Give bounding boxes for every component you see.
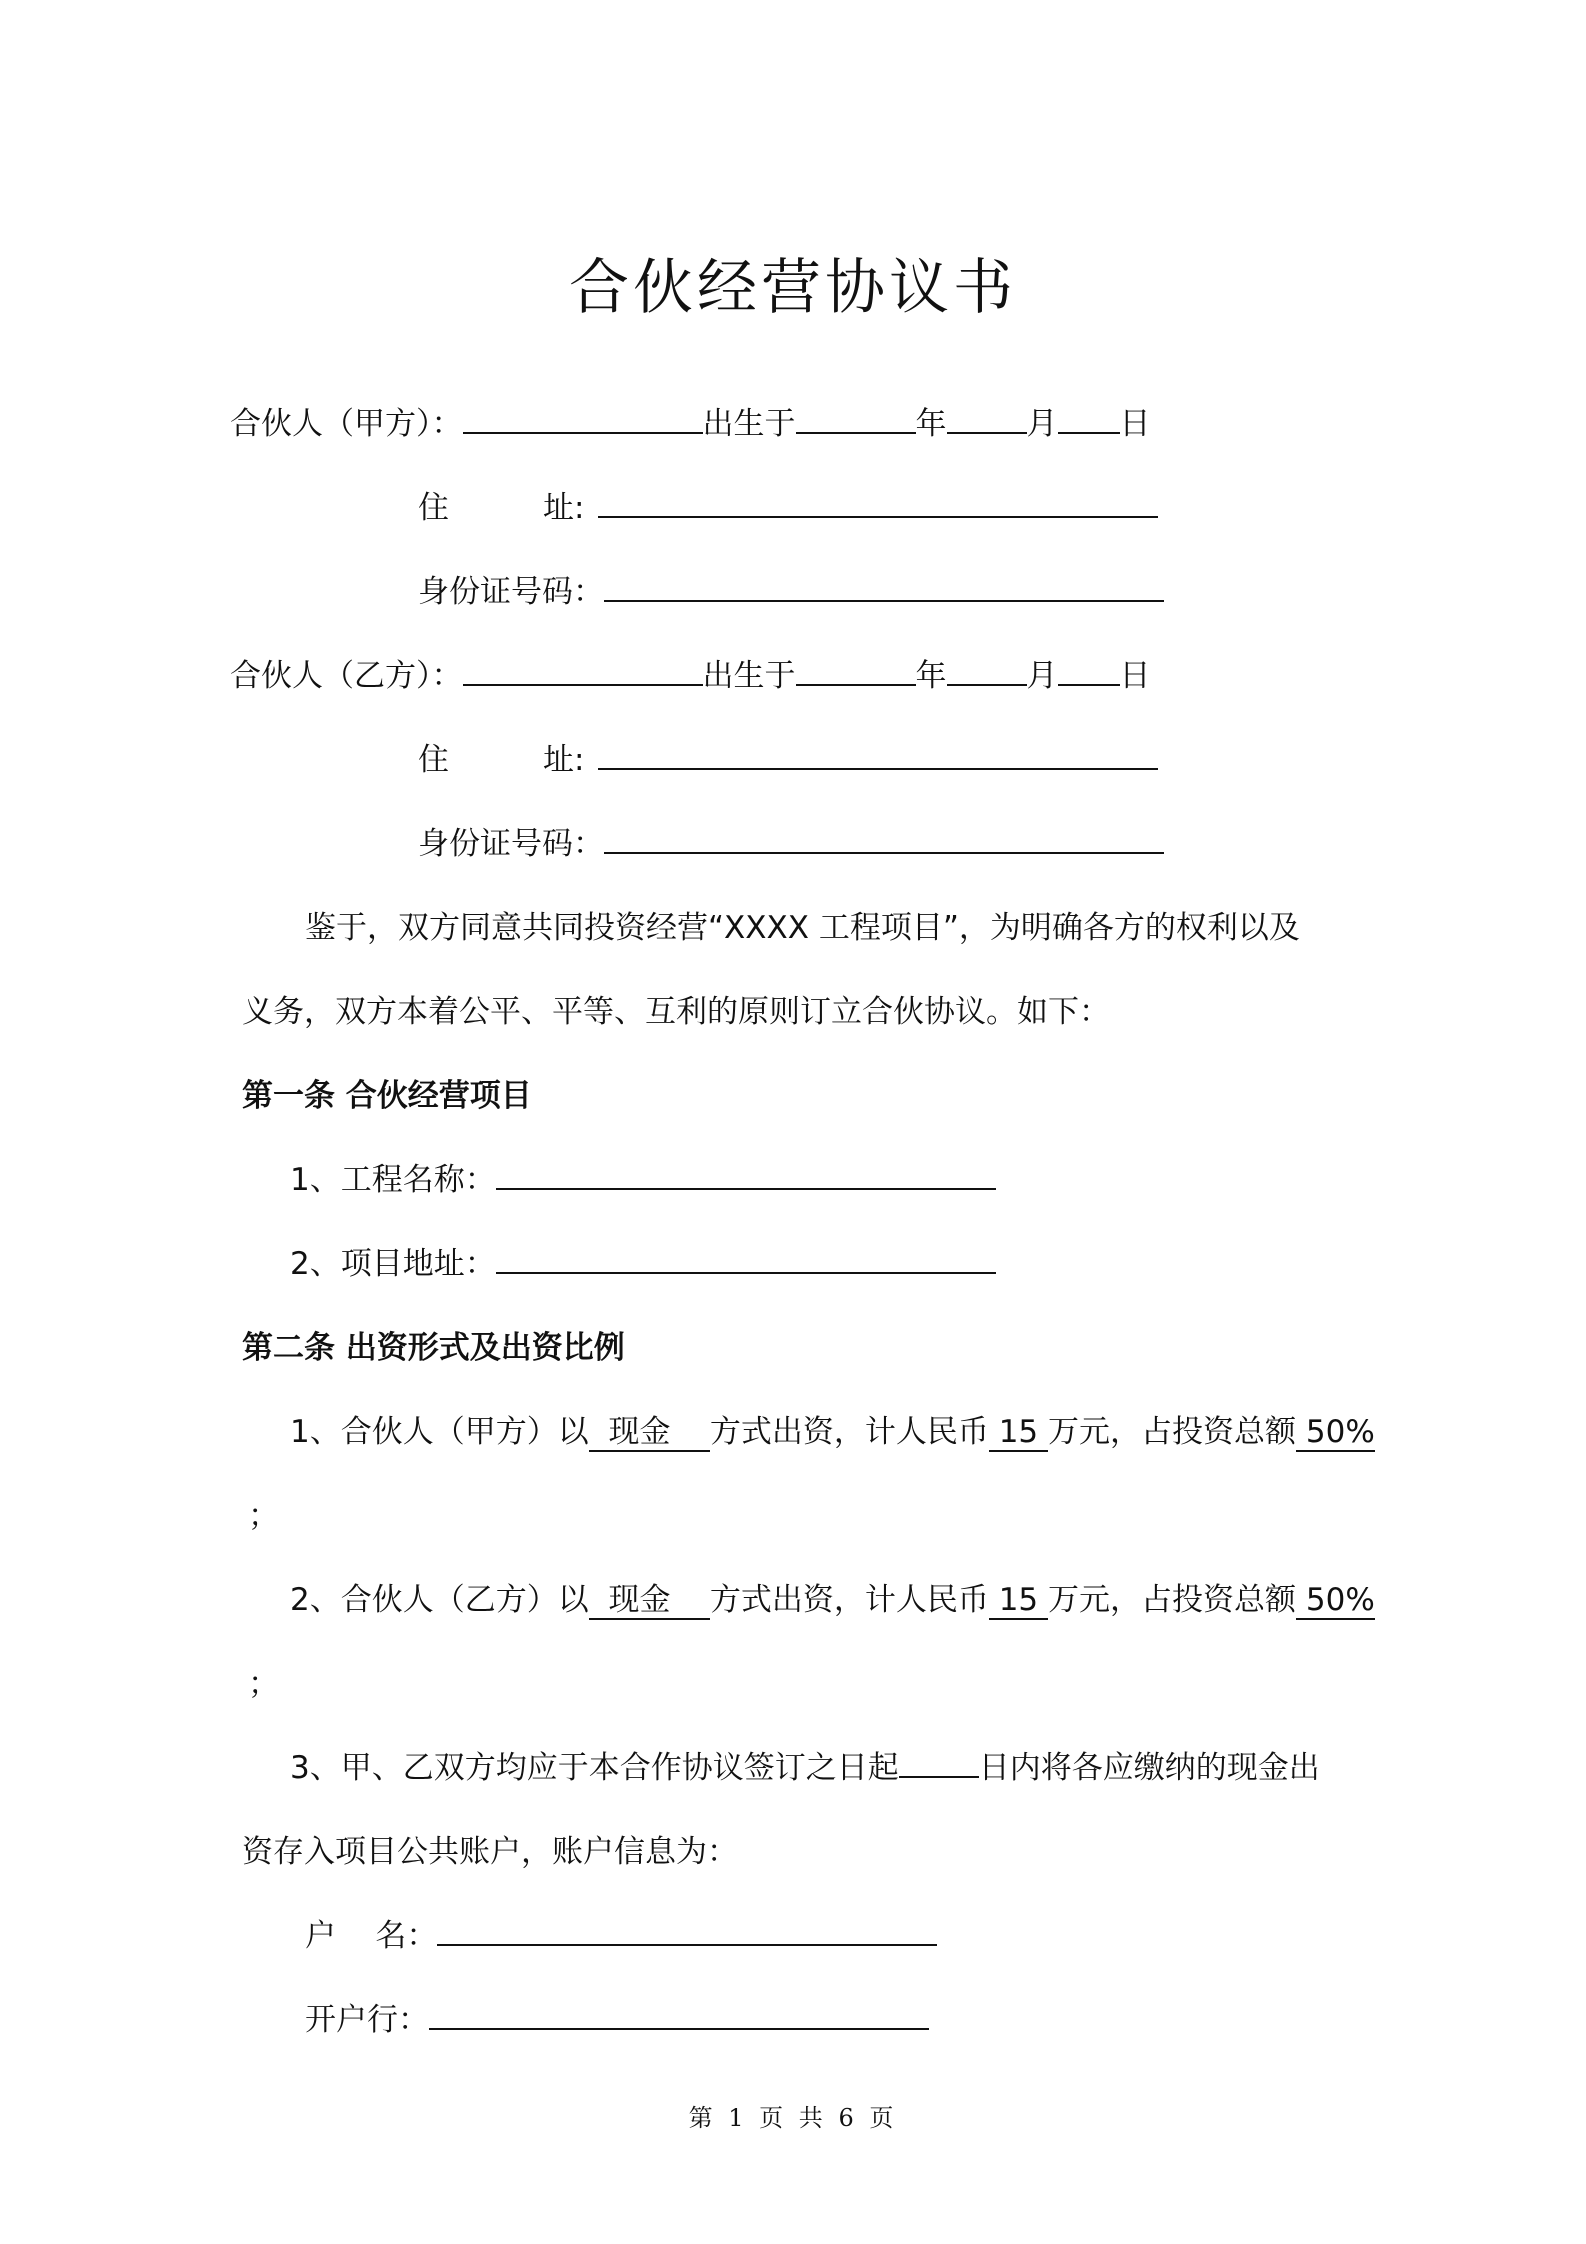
party-b-address-blank [598,738,1158,770]
deposit-days-blank [899,1746,979,1778]
party-b-month: 月 [1026,658,1058,694]
party-a-id-blank [604,570,1164,602]
article-1-item-2 [290,1242,996,1286]
party-b-label: 合伙人（乙方）： [230,658,463,694]
intro-line-2: 义务，双方本着公平、平等、互利的原则订立合伙协议。如下： [242,994,1110,1030]
article-1-heading: 第一条 合伙经营项目 [242,1078,532,1114]
party-b-contribution-ratio: 50% [1296,1582,1375,1618]
party-a-year-blank [796,402,916,434]
party-a-contribution-mid: 方式出资，计人民币 [709,1414,989,1450]
page-footer: 第 1 页 共 6 页 [688,2104,898,2132]
bank-line [305,1998,929,2042]
party-b-born: 出生于 [702,658,796,694]
article-1-item-1 [290,1158,996,1202]
party-a-month-blank [947,402,1027,434]
party-b-id-line [418,822,1164,866]
party-a-month: 月 [1026,406,1058,442]
project-name-label: 1、工程名称： [290,1162,496,1198]
party-a-contribution-amount: 15 [988,1414,1049,1450]
party-b-name-blank [463,654,703,686]
bank-label: 开户行： [305,2002,429,2038]
party-a-contribution-method: 现金 [588,1414,710,1450]
party-a-name-blank [463,402,703,434]
party-b-year-blank [796,654,916,686]
party-a-year: 年 [915,406,947,442]
deposit-deadline-prefix: 3、甲、乙双方均应于本合作协议签订之日起 [290,1750,899,1786]
article-2-item-3-line-1 [290,1746,1320,1790]
party-b-address-label-2: 址: [543,742,585,778]
party-b-month-blank [947,654,1027,686]
party-b-address-line [418,738,1158,782]
article-2-item-2 [290,1578,1375,1622]
article-2-item-1-end: ； [248,1498,279,1534]
party-b-day: 日 [1119,658,1151,694]
party-a-id-line [418,570,1164,614]
article-2-item-1 [290,1410,1375,1454]
account-name-line [305,1914,937,1958]
bank-blank [429,1998,929,2030]
party-b-year: 年 [915,658,947,694]
intro-line-1: 鉴于，双方同意共同投资经营“XXXX 工程项目”，为明确各方的权利以及 [305,910,1300,946]
project-address-label: 2、项目地址： [290,1246,496,1282]
party-b-line [230,654,1151,698]
account-name-label: 户 名： [305,1918,438,1954]
party-b-day-blank [1058,654,1120,686]
party-a-contribution-ratio: 50% [1296,1414,1375,1450]
party-a-born: 出生于 [702,406,796,442]
project-name-blank [496,1158,996,1190]
party-a-id-label: 身份证号码： [418,574,604,610]
party-b-id-blank [604,822,1164,854]
party-a-address-label-2: 址: [543,490,585,526]
article-2-heading: 第二条 出资形式及出资比例 [242,1330,625,1366]
document-title: 合伙经营协议书 [569,253,1017,323]
party-a-contribution-unit: 万元，占投资总额 [1048,1414,1297,1450]
party-b-contribution-mid: 方式出资，计人民币 [709,1582,989,1618]
party-a-label: 合伙人（甲方）： [230,406,463,442]
party-a-contribution-prefix: 1、合伙人（甲方）以 [290,1414,589,1450]
party-a-address-blank [598,486,1158,518]
party-b-contribution-amount: 15 [988,1582,1049,1618]
project-address-blank [496,1242,996,1274]
article-2-item-2-end: ； [248,1666,279,1702]
party-b-contribution-method: 现金 [588,1582,710,1618]
deposit-deadline-suffix: 日内将各应缴纳的现金出 [978,1750,1320,1786]
party-a-address-line [418,486,1158,530]
party-b-contribution-prefix: 2、合伙人（乙方）以 [290,1582,589,1618]
party-a-line [230,402,1151,446]
article-2-item-3-line-2: 资存入项目公共账户，账户信息为： [242,1834,738,1870]
party-a-day-blank [1058,402,1120,434]
party-b-address-label-1: 住 [418,742,449,778]
party-b-contribution-unit: 万元，占投资总额 [1048,1582,1297,1618]
party-b-id-label: 身份证号码： [418,826,604,862]
party-a-day: 日 [1119,406,1151,442]
party-a-address-label-1: 住 [418,490,449,526]
account-name-blank [437,1914,937,1946]
